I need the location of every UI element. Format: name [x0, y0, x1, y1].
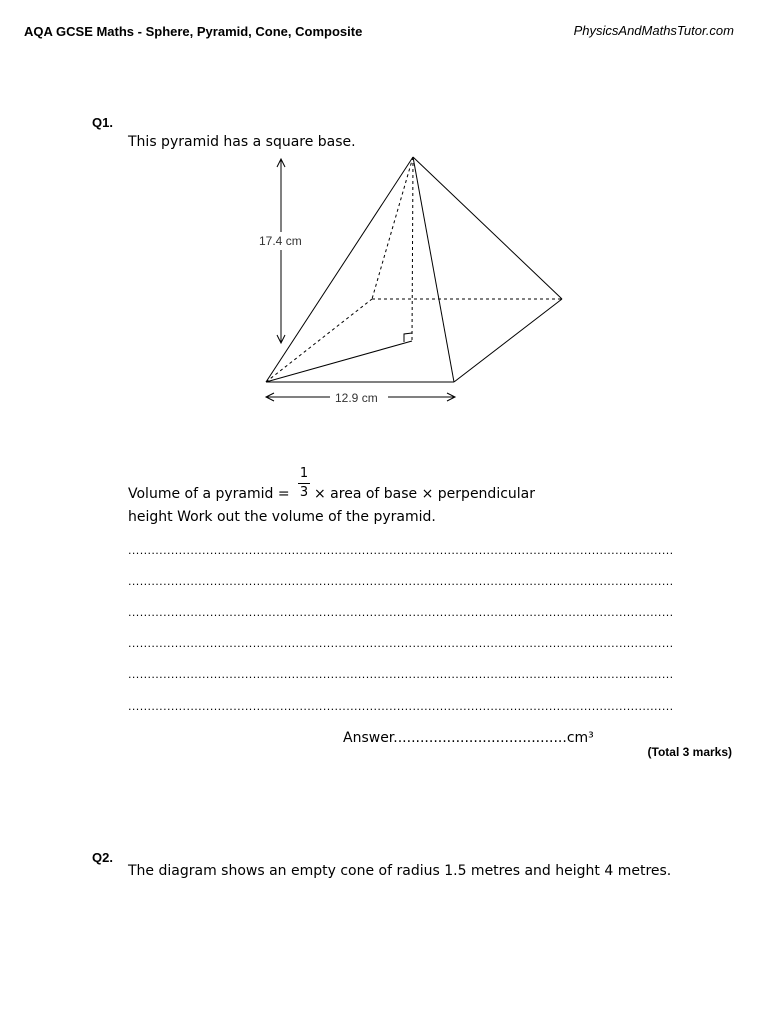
- working-line[interactable]: ............................................................................................................................................: [128, 606, 674, 619]
- pyramid-hidden-edge: [372, 157, 413, 299]
- working-line[interactable]: ............................................................................................................................................: [128, 637, 674, 650]
- pyramid-half-diagonal: [266, 341, 412, 382]
- working-line[interactable]: ............................................................................................................................................: [128, 668, 674, 681]
- question-2-text: The diagram shows an empty cone of radius 1.5 metres and height 4 metres.: [128, 863, 672, 879]
- fraction-one-third: [297, 466, 311, 501]
- pyramid-edge: [266, 157, 413, 382]
- answer-field[interactable]: Answer.......................................cm³: [343, 730, 594, 746]
- question-1-instruction: height Work out the volume of the pyramid.: [128, 509, 436, 525]
- working-line[interactable]: ............................................................................................................................................: [128, 700, 674, 713]
- base-label: 12.9 cm: [335, 391, 378, 405]
- pyramid-height-line: [412, 157, 413, 341]
- working-line[interactable]: ............................................................................................................................................: [128, 544, 674, 557]
- total-marks: (Total 3 marks): [647, 745, 732, 759]
- height-label: 17.4 cm: [259, 234, 302, 248]
- pyramid-diagram: [250, 150, 580, 412]
- formula-prefix: Volume of a pyramid =: [128, 486, 290, 502]
- working-line[interactable]: ............................................................................................................................................: [128, 575, 674, 588]
- header-title: AQA GCSE Maths - Sphere, Pyramid, Cone, Composite: [24, 24, 363, 39]
- header-site: PhysicsAndMathsTutor.com: [573, 23, 734, 38]
- fraction-numerator: 1: [299, 466, 309, 481]
- question-1-intro: This pyramid has a square base.: [128, 134, 356, 150]
- formula-suffix: × area of base × perpendicular: [314, 486, 535, 502]
- question-2-number: Q2.: [92, 850, 113, 865]
- right-angle-marker: [404, 333, 412, 342]
- fraction-denominator: 3: [299, 485, 309, 500]
- question-1-number: Q1.: [92, 115, 113, 130]
- fraction-bar: [298, 483, 310, 484]
- pyramid-edge: [454, 299, 562, 382]
